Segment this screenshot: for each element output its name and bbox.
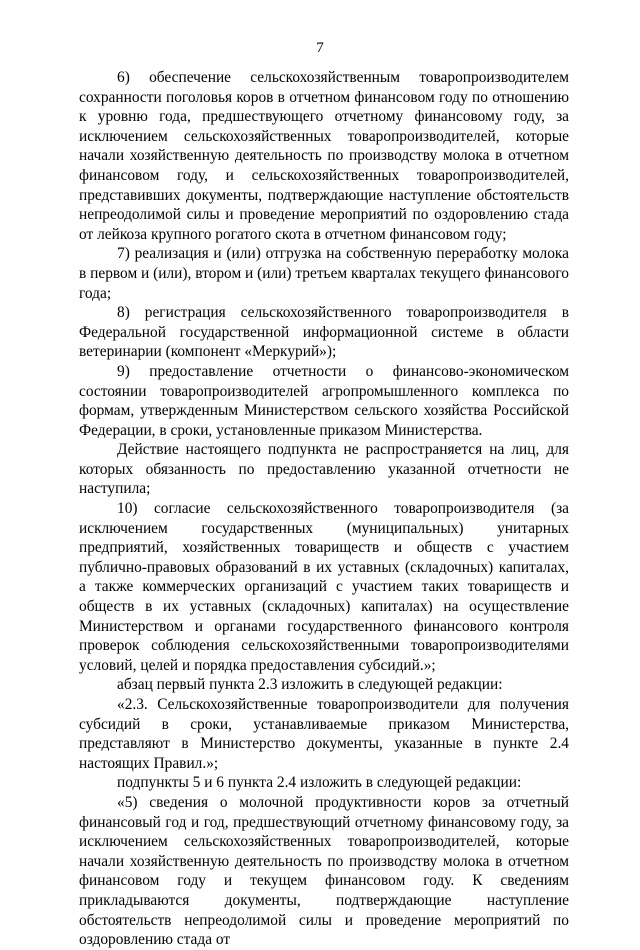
paragraph-amendment-2-3-text: «2.3. Сельскохозяйственные товаропроизводители для получения субсидий в сроки, устанавливаемые приказом Министерства, представляют в Министерство документы, указанные в пункте 2.4 настоящих Правил.»;: [79, 696, 569, 772]
document-body: [79, 68, 569, 950]
paragraph-item-7: 7) реализация и (или) отгрузка на собственную переработку молока в первом и (или), втором и (или) третьем кварталах текущего финансового года;: [79, 245, 569, 302]
paragraph-item-9: 9) предоставление отчетности о финансово-экономическом состоянии товаропроизводителей агропромышленного комплекса по формам, утвержденным Министерством сельского хозяйства Российской Федерации, в сроки, установленные приказом Министерства.: [79, 362, 569, 439]
paragraph-item-9-note: Действие настоящего подпункта не распространяется на лиц, для которых обязанность по предоставлению указанной отчетности не наступила;: [79, 441, 569, 498]
paragraph-amendment-2-3-intro: абзац первый пункта 2.3 изложить в следующей редакции:: [117, 676, 503, 694]
paragraph-item-8: 8) регистрация сельскохозяйственного товаропроизводителя в Федеральной государственной информационной системе в области ветеринарии (компонент «Меркурий»);: [79, 304, 569, 361]
page-number: 7: [316, 40, 324, 56]
paragraph-item-10: 10) согласие сельскохозяйственного товаропроизводителя (за исключением государственных (муниципальных) унитарных предприятий, хозяйственных товариществ и обществ с участием публично-правовых образований в их уставных (складочных) капиталах, а также коммерческих организаций с участием таких товариществ и обществ в их уставных (складочных) капиталах) на осуществление Министерством и органами государственного финансового контроля проверок соблюдения сельскохозяйственными товаропроизводителями условий, целей и порядка предоставления субсидий.»;: [79, 500, 569, 674]
paragraph-amendment-2-4-intro: подпункты 5 и 6 пункта 2.4 изложить в следующей редакции:: [117, 774, 522, 792]
paragraph-amendment-2-4-item-5: «5) сведения о молочной продуктивности коров за отчетный финансовый год и год, предшествующий отчетному финансовому году, за исключением сельскохозяйственных товаропроизводителей, которые начали хозяйственную деятельность по производству молока в отчетном финансовом году и текущем финансовом году. К сведениям прикладываются документы, подтверждающие наступление обстоятельств непреодолимой силы и проведение мероприятий по оздоровлению стада от: [79, 793, 569, 949]
paragraph-item-6: 6) обеспечение сельскохозяйственным товаропроизводителем сохранности поголовья коров в отчетном финансовом году по отношению к уровню года, предшествующего отчетному финансовому году, за исключением сельскохозяйственных товаропроизводителей, которые начали хозяйственную деятельность по производству молока в отчетном финансовом году, и сельскохозяйственных товаропроизводителей, представивших документы, подтверждающие наступление обстоятельств непреодолимой силы и проведение мероприятий по оздоровлению стада от лейкоза крупного рогатого скота в отчетном финансовом году;: [79, 69, 569, 243]
